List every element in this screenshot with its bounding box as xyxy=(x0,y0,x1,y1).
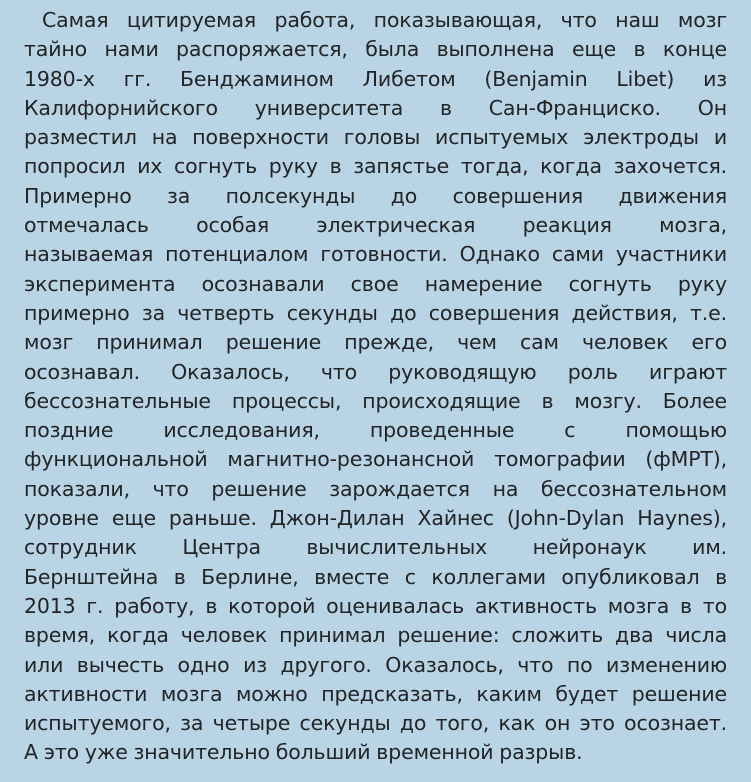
text-line: сотрудник Центра вычислительных нейронаук им. xyxy=(24,535,727,560)
text-line: Примерно за полсекунды до совершения движения xyxy=(24,183,727,208)
article-paragraph xyxy=(24,6,727,768)
text-line: поздние исследования, проведенные с помощью xyxy=(24,418,727,443)
text-line: осознавал. Оказалось, что руководящую роль играют xyxy=(24,359,727,384)
text-line: эксперимента осознавали свое намерение согнуть руку xyxy=(24,271,727,296)
text-line: разместил на поверхности головы испытуемых электроды и xyxy=(24,125,727,150)
text-line: или вычесть одно из другого. Оказалось, что по изменению xyxy=(24,652,727,677)
text-line: показали, что решение зарождается на бессознательном xyxy=(24,476,727,501)
text-line: Бернштейна в Берлине, вместе с коллегами опубликовал в xyxy=(24,564,727,589)
text-line: А это уже значительно больший временной разрыв. xyxy=(24,740,583,765)
text-line: тайно нами распоряжается, была выполнена еще в конце xyxy=(24,37,727,62)
text-line: функциональной магнитно-резонансной томографии (фМРТ), xyxy=(24,447,727,472)
text-line: примерно за четверть секунды до совершения действия, т.е. xyxy=(24,300,727,325)
text-line: Самая цитируемая работа, показывающая, что наш мозг xyxy=(42,8,727,32)
text-line: отмечалась особая электрическая реакция мозга, xyxy=(24,213,727,238)
text-line: уровне еще раньше. Джон-Дилан Хайнес (John-Dylan Haynes), xyxy=(24,506,727,531)
text-line: называемая потенциалом готовности. Однако сами участники xyxy=(24,242,727,267)
text-line: 2013 г. работу, в которой оценивалась активность мозга в то xyxy=(24,593,727,618)
text-line: Калифорнийского университета в Сан-Франциско. Он xyxy=(24,95,727,120)
text-line: бессознательные процессы, происходящие в мозгу. Более xyxy=(24,388,727,413)
text-line: активности мозга можно предсказать, каким будет решение xyxy=(24,681,727,706)
text-line: время, когда человек принимал решение: сложить два числа xyxy=(24,623,727,648)
text-line: испытуемого, за четыре секунды до того, как он это осознает. xyxy=(24,711,727,736)
text-line: мозг принимал решение прежде, чем сам человек его xyxy=(24,330,727,355)
text-line: попросил их согнуть руку в запястье тогда, когда захочется. xyxy=(24,154,727,179)
text-line: 1980-х гг. Бенджамином Либетом (Benjamin Libet) из xyxy=(24,66,727,91)
